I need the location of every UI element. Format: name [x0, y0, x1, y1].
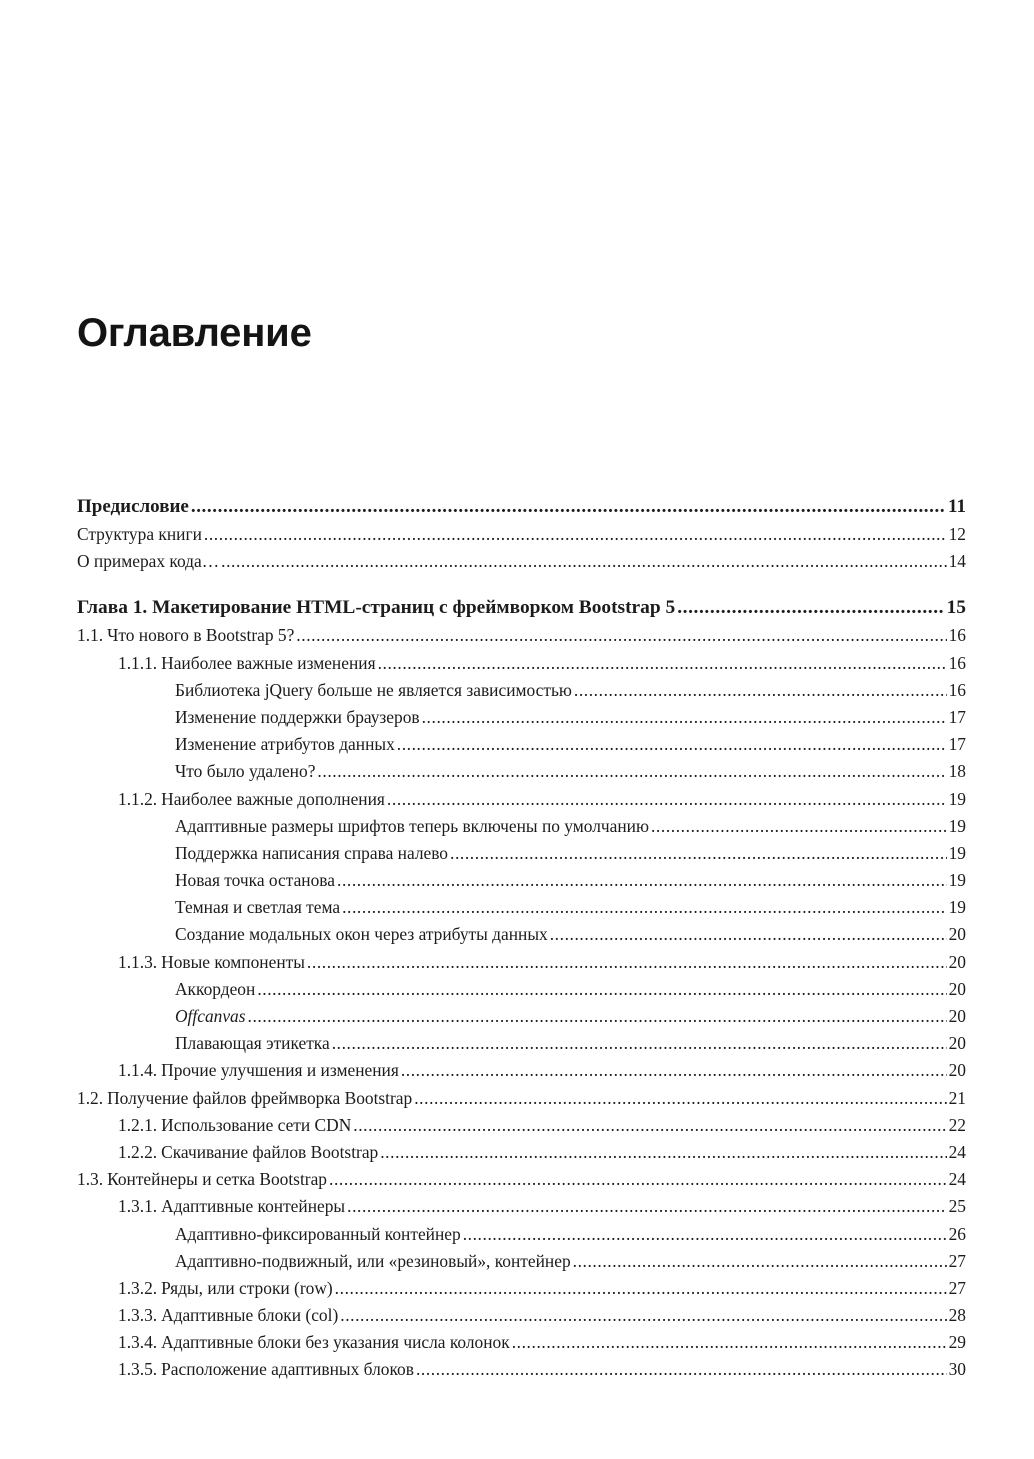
toc-page-number: 24 [948, 1169, 966, 1190]
toc-page-number: 16 [948, 625, 966, 646]
toc-leader-dots [677, 593, 944, 622]
toc-leader-dots [317, 758, 946, 785]
toc-entry-number: 1.1.1. [118, 652, 158, 673]
toc-entry-number: 1.2.1. [118, 1114, 158, 1135]
toc-page-number: 27 [948, 1277, 966, 1298]
toc-leader-dots [307, 949, 947, 976]
toc-entry[interactable] [77, 758, 966, 785]
toc-entry[interactable] [77, 813, 966, 840]
toc-entry-number: 1.3.4. [118, 1332, 158, 1353]
toc-leader-dots [463, 1221, 947, 1248]
toc-leader-dots [332, 1030, 947, 1057]
toc-entry[interactable] [77, 1329, 966, 1356]
toc-entry[interactable] [77, 786, 966, 813]
toc-leader-dots [574, 677, 947, 704]
toc-entry-number: 1.1.3. [118, 951, 158, 972]
toc-leader-dots [191, 492, 946, 521]
toc-page-number: 21 [948, 1087, 966, 1108]
toc-leader-dots [401, 1057, 947, 1084]
toc-entry[interactable] [77, 548, 966, 575]
toc-entry-title: Новая точка останова [175, 870, 335, 891]
toc-entry-title: Адаптивные блоки без указания числа колонок [161, 1332, 510, 1353]
toc-leader-dots [340, 1302, 946, 1329]
toc-leader-dots [248, 1003, 947, 1030]
toc-entry[interactable] [77, 1085, 966, 1112]
toc-entry-number: 1.3.2. [118, 1277, 158, 1298]
toc-entry[interactable] [77, 1275, 966, 1302]
toc-entry[interactable] [77, 1221, 966, 1248]
toc-entry-number: 1.3. [77, 1169, 104, 1190]
toc-page-number: 20 [948, 1033, 966, 1054]
toc-entry-title: Что нового в Bootstrap 5? [107, 625, 295, 646]
toc-entry-number: 1.3.3. [118, 1305, 158, 1326]
toc-page-number: 19 [948, 788, 966, 809]
toc-page-number: 20 [948, 924, 966, 945]
toc-entry-title: Что было удалено? [175, 761, 316, 782]
toc-entry[interactable] [77, 1003, 966, 1030]
toc-entry-title: Структура книги [77, 524, 202, 544]
toc-leader-dots [342, 894, 947, 921]
toc-page-number: 17 [948, 734, 966, 755]
toc-entry-title: Offcanvas [175, 1006, 246, 1026]
toc-entry-title: Предисловие [77, 496, 189, 517]
toc-page-number: 24 [948, 1141, 966, 1162]
toc-leader-dots [651, 813, 947, 840]
toc-entry[interactable] [77, 921, 966, 948]
toc-entry-title: Адаптивные блоки (col) [161, 1305, 339, 1326]
page-title: Оглавление [77, 311, 312, 355]
toc-entry-title: Плавающая этикетка [175, 1033, 330, 1054]
toc-entry[interactable] [77, 1248, 966, 1275]
toc-entry-title: Контейнеры и сетка Bootstrap [107, 1169, 327, 1190]
toc-leader-dots [221, 548, 946, 575]
toc-leader-dots [353, 1112, 946, 1139]
toc-entry-number: 1.1.2. [118, 788, 158, 809]
toc-chapter-entry[interactable] [77, 593, 966, 622]
toc-leader-dots [414, 1085, 946, 1112]
toc-entry-title: Темная и светлая тема [175, 897, 341, 918]
toc-entry[interactable] [77, 867, 966, 894]
toc-page-number: 18 [948, 761, 966, 782]
toc-entry[interactable] [77, 1139, 966, 1166]
toc-page-number: 20 [948, 951, 966, 972]
toc-entry[interactable] [77, 622, 966, 649]
toc-page-number: 25 [948, 1196, 966, 1217]
toc-entry-title: Изменение поддержки браузеров [175, 706, 420, 727]
toc-entry-title: Использование сети CDN [161, 1114, 352, 1135]
toc-leader-dots [347, 1193, 946, 1220]
toc-entry[interactable] [77, 976, 966, 1003]
toc-entry[interactable] [77, 492, 966, 521]
toc-entry-title: Поддержка написания справа налево [175, 842, 449, 863]
toc-page-number: 29 [948, 1332, 966, 1353]
toc-entry-title: Расположение адаптивных блоков [161, 1359, 414, 1380]
toc-entry[interactable] [77, 1302, 966, 1329]
toc-entry-title: О примерах кода… [77, 551, 220, 572]
toc-leader-dots [257, 976, 946, 1003]
table-of-contents [77, 492, 966, 1384]
toc-leader-dots [387, 786, 947, 813]
toc-entry-number: 1.3.1. [118, 1196, 158, 1217]
toc-entry-title: Адаптивные размеры шрифтов теперь включены по умолчанию [175, 815, 649, 836]
toc-entry-title: Глава 1. Макетирование HTML-страниц с фреймворком Bootstrap 5 [77, 597, 676, 619]
toc-leader-dots [204, 521, 947, 548]
toc-entry-title: Ряды, или строки (row) [161, 1277, 333, 1298]
toc-entry-title: Аккордеон [175, 978, 256, 999]
toc-leader-dots [397, 731, 947, 758]
toc-entry-title: Получение файлов фреймворка Bootstrap [107, 1087, 413, 1108]
toc-entry[interactable] [77, 1193, 966, 1220]
toc-entry-number: 1.1.4. [118, 1060, 158, 1081]
toc-leader-dots [337, 867, 947, 894]
toc-page-number: 20 [948, 1060, 966, 1081]
toc-leader-dots [378, 650, 947, 677]
toc-entry[interactable] [77, 949, 966, 976]
toc-entry[interactable] [77, 521, 966, 548]
toc-leader-dots [329, 1166, 947, 1193]
toc-leader-dots [422, 704, 947, 731]
toc-entry[interactable] [77, 1112, 966, 1139]
toc-entry-number: 1.2. [77, 1087, 104, 1108]
toc-entry-number: 1.3.5. [118, 1359, 158, 1380]
toc-entry[interactable] [77, 677, 966, 704]
toc-leader-dots [573, 1248, 947, 1275]
toc-leader-dots [416, 1356, 947, 1383]
toc-entry[interactable] [77, 731, 966, 758]
toc-leader-dots [296, 622, 946, 649]
toc-entry[interactable] [77, 894, 966, 921]
toc-entry[interactable] [77, 840, 966, 867]
toc-page-number: 19 [948, 815, 966, 836]
toc-page-number: 12 [948, 524, 966, 544]
toc-page-number: 20 [948, 978, 966, 999]
toc-leader-dots [550, 921, 947, 948]
toc-page-number: 15 [946, 597, 966, 619]
toc-leader-dots [380, 1139, 946, 1166]
toc-entry-title: Библиотека jQuery больше не является зависимостью [175, 679, 572, 700]
toc-entry-title: Создание модальных окон через атрибуты данных [175, 924, 548, 945]
toc-page-number: 19 [948, 897, 966, 918]
toc-entry-number: 1.1. [77, 625, 104, 646]
toc-entry-number: 1.2.2. [118, 1141, 158, 1162]
toc-page-number: 14 [948, 551, 966, 572]
toc-entry-title: Наиболее важные изменения [161, 652, 376, 673]
toc-entry-title: Наиболее важные дополнения [161, 788, 385, 809]
toc-page-number: 17 [948, 706, 966, 727]
toc-entry[interactable] [77, 1356, 966, 1383]
toc-entry-title: Адаптивно-фиксированный контейнер [175, 1223, 461, 1244]
toc-entry[interactable] [77, 704, 966, 731]
toc-page-number: 28 [948, 1305, 966, 1326]
toc-page-number: 11 [948, 496, 966, 517]
toc-entry-title: Адаптивно-подвижный, или «резиновый», контейнер [175, 1250, 571, 1271]
toc-page-number: 26 [948, 1223, 966, 1244]
toc-page-number: 19 [948, 842, 966, 863]
toc-entry-title: Адаптивные контейнеры [161, 1196, 346, 1217]
toc-entry[interactable] [77, 1166, 966, 1193]
toc-leader-dots [450, 840, 947, 867]
toc-entry-title: Скачивание файлов Bootstrap [161, 1141, 379, 1162]
toc-page-number: 16 [948, 679, 966, 700]
toc-entry-title: Новые компоненты [161, 951, 305, 972]
toc-entry-title: Прочие улучшения и изменения [161, 1060, 399, 1081]
toc-page-number: 30 [948, 1359, 966, 1380]
toc-entry-title: Изменение атрибутов данных [175, 734, 395, 755]
toc-entry[interactable] [77, 1030, 966, 1057]
toc-page-number: 22 [948, 1114, 966, 1135]
toc-page-number: 19 [948, 870, 966, 891]
toc-entry[interactable] [77, 1057, 966, 1084]
toc-page-number: 20 [948, 1006, 966, 1026]
toc-page-number: 27 [948, 1250, 966, 1271]
toc-leader-dots [335, 1275, 947, 1302]
toc-leader-dots [512, 1329, 947, 1356]
toc-entry[interactable] [77, 650, 966, 677]
toc-page-number: 16 [948, 652, 966, 673]
